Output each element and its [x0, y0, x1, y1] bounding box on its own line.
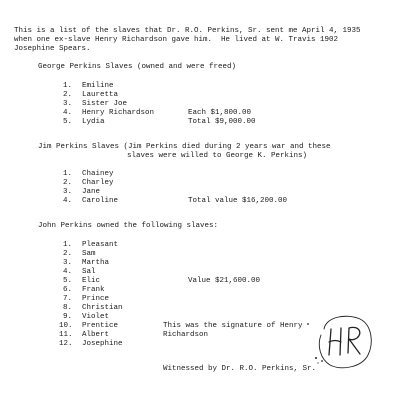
list-number: 3. [63, 100, 73, 108]
list-item: Sister Joe [82, 100, 128, 108]
signature-caption: Richardson [163, 331, 209, 339]
john-heading: John Perkins owned the following slaves: [38, 222, 219, 230]
intro-line: This is a list of the slaves that Dr. R.O. Perkins, Sr. sent me April 4, 1935 [14, 27, 361, 35]
list-item: Caroline [82, 197, 119, 205]
list-number: 5. [63, 118, 73, 126]
list-number: 4. [63, 197, 73, 205]
list-number: 11. [59, 331, 73, 339]
list-number: 5. [63, 277, 73, 285]
list-item: Prentice [82, 322, 119, 330]
list-number: 12. [59, 340, 73, 348]
list-item: Sam [82, 250, 96, 258]
george-each-price: Each $1,800.00 [188, 109, 252, 117]
george-heading: George Perkins Slaves (owned and were freed) [38, 63, 237, 71]
jim-total: Total value $16,200.00 [188, 197, 288, 205]
list-item: Lauretta [82, 91, 119, 99]
list-number: 2. [63, 179, 73, 187]
list-number: 1. [63, 82, 73, 90]
list-number: 4. [63, 268, 73, 276]
list-item: Prince [82, 295, 110, 303]
witness-line: Witnessed by Dr. R.O. Perkins, Sr. [163, 365, 317, 373]
list-number: 4. [63, 109, 73, 117]
list-item: Jane [82, 188, 101, 196]
list-item: Violet [82, 313, 110, 321]
jim-heading: slaves were willed to George K. Perkins) [127, 152, 308, 160]
signature-caption: This was the signature of Henry [163, 322, 303, 330]
list-item: Lydia [82, 118, 105, 126]
intro-line: Josephine Spears. [14, 45, 91, 53]
list-item: Chainey [82, 170, 114, 178]
list-number: 1. [63, 170, 73, 178]
list-item: Josephine [82, 340, 123, 348]
list-number: 1. [63, 241, 73, 249]
george-total: Total $9,000.00 [188, 118, 256, 126]
list-item: Martha [82, 259, 110, 267]
list-item: Henry Richardson [82, 109, 155, 117]
list-number: 2. [63, 91, 73, 99]
list-number: 3. [63, 188, 73, 196]
list-item: Elic [82, 277, 101, 285]
list-item: Pleasant [82, 241, 119, 249]
list-item: Charley [82, 179, 114, 187]
list-item: Albert [82, 331, 110, 339]
list-number: 2. [63, 250, 73, 258]
list-number: 7. [63, 295, 73, 303]
list-number: 10. [59, 322, 73, 330]
list-item: Christian [82, 304, 123, 312]
list-number: 9. [63, 313, 73, 321]
list-item: Frank [82, 286, 105, 294]
list-number: 3. [63, 259, 73, 267]
list-item: Emiline [82, 82, 114, 90]
intro-line: when one ex-slave Henry Richardson gave him. He lived at W. Travis 1902 [14, 36, 339, 44]
list-item: Sal [82, 268, 96, 276]
jim-heading: Jim Perkins Slaves (Jim Perkins died during 2 years war and these [38, 143, 331, 151]
list-number: 8. [63, 304, 73, 312]
john-value: Value $21,600.00 [188, 277, 261, 285]
list-number: 6. [63, 286, 73, 294]
